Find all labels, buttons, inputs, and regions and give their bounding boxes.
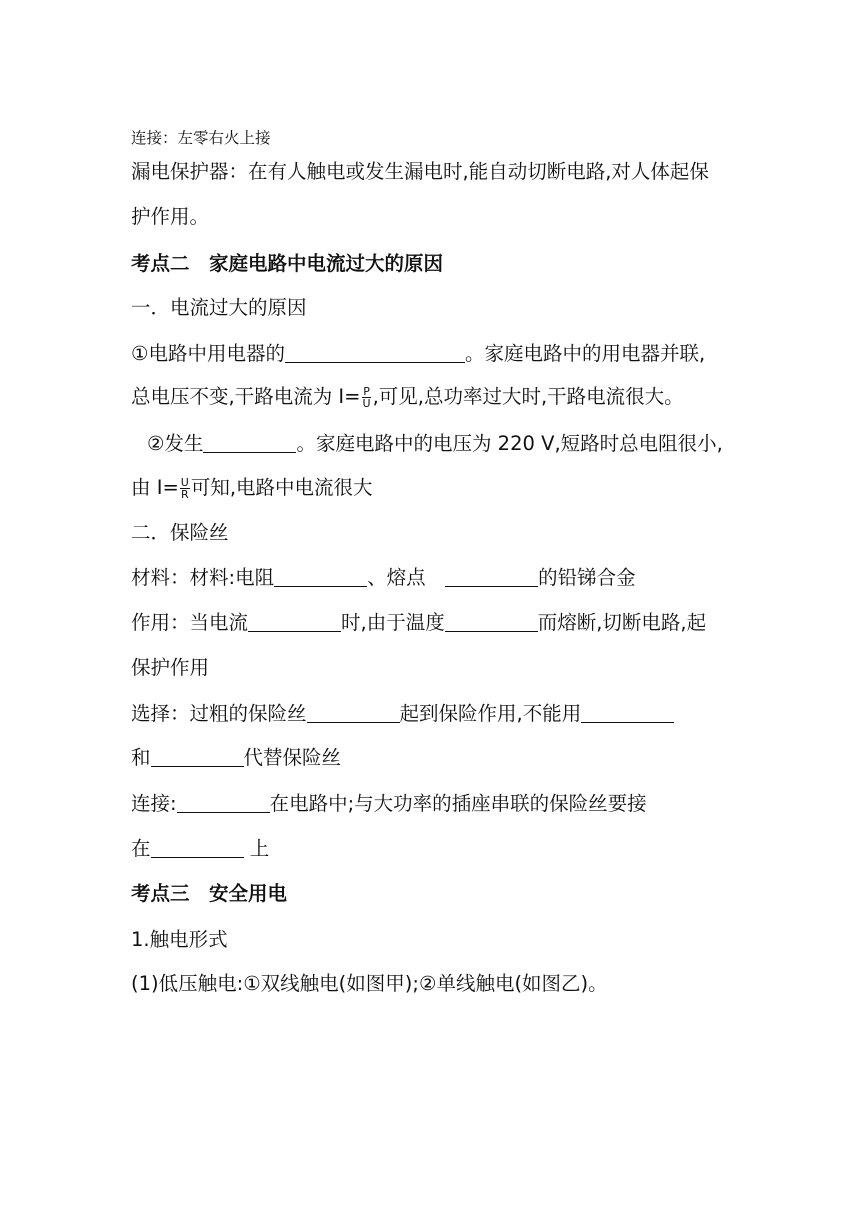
answer-blank[interactable] <box>445 566 538 587</box>
formula-prefix: 总电压不变,干路电流为 I= <box>131 385 361 408</box>
answer-blank[interactable] <box>581 702 674 723</box>
material-mid: 、熔点 <box>367 566 446 589</box>
subsection-1-heading: 一．电流过大的原因 <box>131 296 307 319</box>
material-suffix: 的铅锑合金 <box>538 566 636 589</box>
leak-protector-text-cont: 护作用。 <box>131 205 210 228</box>
shock-forms-heading: 1.触电形式 <box>131 928 228 951</box>
formula-suffix: ,可见,总功率过大时,干路电流很大。 <box>372 385 684 408</box>
connect-suffix: 在电路中;与大功率的插座串联的保险丝要接 <box>269 792 647 815</box>
formula-suffix: 可知,电路中电流很大 <box>190 476 373 499</box>
cause-1-line <box>131 340 705 368</box>
function-suffix: 而熔断,切断电路,起 <box>537 611 707 634</box>
fraction-numerator: U <box>180 476 189 489</box>
connect-prefix: 连接: <box>131 792 177 815</box>
section-2-heading: 考点二 家庭电路中电流过大的原因 <box>131 252 444 275</box>
fraction-p-over-u <box>362 386 372 409</box>
function-prefix: 作用：当电流 <box>131 611 249 634</box>
cause-2-prefix: ②发生 <box>147 432 204 455</box>
fraction-numerator: P <box>363 385 370 398</box>
answer-blank[interactable] <box>285 342 465 363</box>
function-mid: 时,由于温度 <box>341 611 445 634</box>
material-prefix: 材料：材料:电阻 <box>131 566 275 589</box>
fuse-choose-line <box>131 700 674 728</box>
answer-blank[interactable] <box>248 611 341 632</box>
connect2-suffix: 上 <box>243 837 270 860</box>
fuse-choose-line-cont <box>131 744 341 772</box>
subsection-2-heading: 二．保险丝 <box>131 521 229 544</box>
leak-protector-text: 漏电保护器：在有人触电或发生漏电时,能自动切断电路,对人体起保 <box>131 160 709 183</box>
answer-blank[interactable] <box>445 611 538 632</box>
fuse-connect-line-cont <box>131 835 269 863</box>
cause-2-line <box>131 430 723 458</box>
choose-prefix: 选择：过粗的保险丝 <box>131 702 307 725</box>
answer-blank[interactable] <box>151 746 244 767</box>
choose2-prefix: 和 <box>131 746 151 769</box>
cause-1-formula-line <box>131 383 684 411</box>
fuse-connect-line <box>131 790 647 818</box>
formula-prefix: 由 I= <box>131 476 179 499</box>
connect2-prefix: 在 <box>131 837 151 860</box>
answer-blank[interactable] <box>151 837 244 858</box>
connection-rule-text: 连接：左零右火上接 <box>131 129 271 147</box>
cause-1-prefix: ①电路中用电器的 <box>131 342 285 365</box>
answer-blank[interactable] <box>307 702 400 723</box>
answer-blank[interactable] <box>203 432 296 453</box>
choose-mid: 起到保险作用,不能用 <box>399 702 582 725</box>
choose2-suffix: 代替保险丝 <box>243 746 342 769</box>
cause-2-formula-line <box>131 474 373 502</box>
cause-1-suffix: 。家庭电路中的用电器并联, <box>464 342 706 365</box>
fuse-function-line-cont: 保护作用 <box>131 656 210 679</box>
low-voltage-shock-line: (1)低压触电:①双线触电(如图甲);②单线触电(如图乙)。 <box>131 972 608 995</box>
fraction-denominator: R <box>181 488 189 501</box>
fuse-material-line <box>131 564 636 592</box>
cause-2-suffix: 。家庭电路中的电压为 220 V,短路时总电阻很小, <box>296 432 723 455</box>
section-3-heading: 考点三 安全用电 <box>131 882 288 905</box>
fuse-function-line <box>131 609 706 637</box>
fraction-denominator: U <box>362 397 371 410</box>
answer-blank[interactable] <box>177 792 270 813</box>
answer-blank[interactable] <box>274 566 367 587</box>
fraction-u-over-r <box>180 477 190 500</box>
